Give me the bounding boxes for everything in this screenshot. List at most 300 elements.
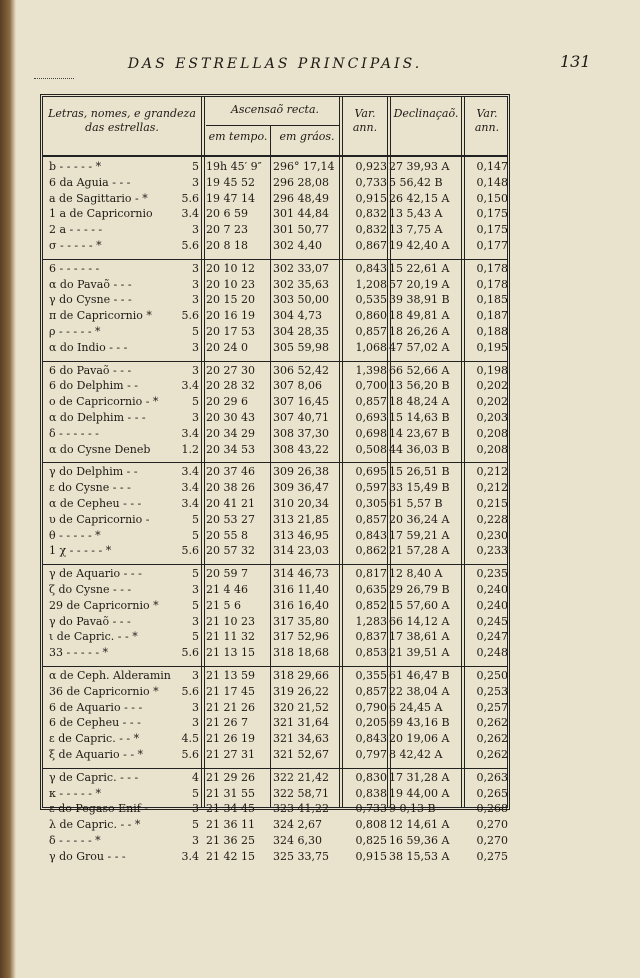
cell-mag: 5 bbox=[192, 598, 199, 612]
cell-var: 1,068 bbox=[355, 340, 387, 354]
cell-var2: 0,202 bbox=[476, 379, 508, 393]
cell-mag: 5.6 bbox=[181, 239, 199, 252]
table-row bbox=[43, 497, 507, 511]
cell-mag: 3 bbox=[192, 340, 199, 354]
cell-dec: 17 38,61 A bbox=[389, 630, 450, 644]
cell-mag: 3 bbox=[192, 669, 199, 682]
table-row bbox=[43, 834, 507, 848]
cell-deg: 313 21,85 bbox=[273, 512, 329, 526]
table-row bbox=[43, 732, 507, 746]
cell-time: 20 6 59 bbox=[206, 207, 248, 221]
cell-deg: 320 21,52 bbox=[273, 700, 329, 714]
cell-time: 20 16 19 bbox=[206, 309, 255, 323]
cell-name: 6 de Aquario - - - bbox=[49, 700, 143, 714]
table-row bbox=[43, 223, 507, 237]
cell-var: 0,852 bbox=[355, 598, 387, 612]
page-number: 131 bbox=[560, 52, 591, 71]
cell-var2: 0,188 bbox=[476, 324, 508, 338]
cell-name: κ - - - - - * bbox=[49, 786, 101, 800]
cell-name: γ do Delphim - - bbox=[49, 465, 138, 479]
cell-deg: 325 33,75 bbox=[273, 849, 329, 863]
cell-time: 20 34 29 bbox=[206, 426, 255, 440]
cell-time: 20 29 6 bbox=[206, 395, 248, 409]
cell-name: ρ - - - - - * bbox=[49, 324, 101, 338]
cell-var2: 0,235 bbox=[476, 567, 508, 581]
cell-name: δ - - - - - * bbox=[49, 833, 101, 847]
cell-mag: 1.2 bbox=[181, 442, 199, 456]
table-row bbox=[43, 850, 507, 864]
cell-dec: 15 14,63 B bbox=[389, 410, 450, 424]
table-row bbox=[43, 669, 507, 683]
cell-mag: 3 bbox=[192, 700, 199, 714]
cell-name: 6 de Cepheu - - - bbox=[49, 716, 141, 730]
cell-dec: 6 24,45 A bbox=[389, 700, 443, 714]
cell-var2: 0,268 bbox=[476, 802, 508, 816]
cell-var: 0,853 bbox=[355, 646, 387, 660]
cell-name: ε do Pegaso Enif - bbox=[49, 802, 149, 816]
cell-var2: 0,240 bbox=[476, 598, 508, 612]
cell-dec: 15 26,51 B bbox=[389, 465, 450, 479]
cell-time: 21 36 25 bbox=[206, 833, 255, 847]
cell-var2: 0,198 bbox=[476, 363, 508, 377]
cell-var2: 0,175 bbox=[476, 223, 508, 237]
cell-deg: 321 31,64 bbox=[273, 716, 329, 730]
cell-var2: 0,202 bbox=[476, 395, 508, 409]
cell-dec: 15 22,61 A bbox=[389, 261, 450, 275]
cell-deg: 316 16,40 bbox=[273, 598, 329, 612]
cell-name: α de Ceph. Alderamin bbox=[49, 669, 171, 682]
cell-mag: 3.4 bbox=[181, 379, 199, 393]
cell-time: 21 21 26 bbox=[206, 700, 255, 714]
cell-var2: 0,208 bbox=[476, 426, 508, 440]
cell-mag: 3.4 bbox=[181, 496, 199, 510]
cell-dec: 14 23,67 B bbox=[389, 426, 450, 440]
cell-deg: 313 46,95 bbox=[273, 528, 329, 542]
table-header bbox=[43, 97, 507, 157]
cell-mag: 3 bbox=[192, 802, 199, 816]
cell-deg: 304 4,73 bbox=[273, 309, 322, 323]
cell-deg: 314 46,73 bbox=[273, 567, 329, 581]
table-row bbox=[43, 341, 507, 355]
cell-var2: 0,270 bbox=[476, 818, 508, 832]
cell-time: 21 42 15 bbox=[206, 849, 255, 863]
cell-deg: 296 48,49 bbox=[273, 191, 329, 205]
cell-mag: 4.5 bbox=[181, 732, 199, 746]
table-row bbox=[43, 239, 507, 253]
cell-name: θ - - - - - * bbox=[49, 528, 101, 542]
cell-time: 21 29 26 bbox=[206, 770, 255, 784]
cell-var2: 0,257 bbox=[476, 700, 508, 714]
cell-mag: 5.6 bbox=[181, 748, 199, 761]
cell-name: γ do Pavaõ - - - bbox=[49, 614, 131, 628]
cell-mag: 5.6 bbox=[181, 646, 199, 660]
header-var-ann-2: Var. ann. bbox=[474, 107, 500, 134]
pencil-mark bbox=[34, 78, 74, 81]
cell-var: 0,355 bbox=[355, 669, 387, 682]
cell-var: 0,832 bbox=[355, 223, 387, 237]
cell-time: 20 10 12 bbox=[206, 261, 255, 275]
cell-var: 0,508 bbox=[355, 442, 387, 456]
cell-var: 0,838 bbox=[355, 786, 387, 800]
cell-name: ξ de Aquario - - * bbox=[49, 748, 144, 761]
cell-dec: 9 0,13 B bbox=[389, 802, 436, 816]
cell-name: λ de Capric. - - * bbox=[49, 818, 141, 832]
table-row bbox=[43, 293, 507, 307]
cell-time: 20 8 18 bbox=[206, 239, 248, 252]
cell-time: 20 59 7 bbox=[206, 567, 248, 581]
cell-name: α do Pavaõ - - - bbox=[49, 277, 132, 291]
cell-var: 0,305 bbox=[355, 496, 387, 510]
table-row bbox=[43, 160, 507, 174]
cell-time: 20 38 26 bbox=[206, 481, 255, 495]
cell-deg: 317 35,80 bbox=[273, 614, 329, 628]
table-row bbox=[43, 583, 507, 597]
cell-var2: 0,248 bbox=[476, 646, 508, 660]
cell-var: 0,205 bbox=[355, 716, 387, 730]
cell-mag: 3.4 bbox=[181, 481, 199, 495]
cell-var: 0,837 bbox=[355, 630, 387, 644]
cell-name: γ de Capric. - - - bbox=[49, 770, 139, 784]
cell-deg: 302 35,63 bbox=[273, 277, 329, 291]
cell-var: 0,857 bbox=[355, 512, 387, 526]
cell-time: 20 10 23 bbox=[206, 277, 255, 291]
cell-name: 1 χ - - - - - * bbox=[49, 544, 112, 558]
cell-dec: 33 15,49 B bbox=[389, 481, 450, 495]
cell-dec: 20 19,06 A bbox=[389, 732, 450, 746]
table-row bbox=[43, 529, 507, 543]
cell-time: 20 34 53 bbox=[206, 442, 255, 456]
cell-deg: 310 20,34 bbox=[273, 496, 329, 510]
cell-mag: 3 bbox=[192, 175, 199, 189]
table-row bbox=[43, 207, 507, 221]
cell-time: 20 30 43 bbox=[206, 410, 255, 424]
cell-time: 20 27 30 bbox=[206, 363, 255, 377]
cell-time: 21 5 6 bbox=[206, 598, 241, 612]
cell-name: 33 - - - - - * bbox=[49, 646, 109, 660]
cell-deg: 308 43,22 bbox=[273, 442, 329, 456]
cell-time: 20 28 32 bbox=[206, 379, 255, 393]
cell-deg: 309 26,38 bbox=[273, 465, 329, 479]
cell-name: ε de Capric. - - * bbox=[49, 732, 140, 746]
cell-var: 0,915 bbox=[355, 191, 387, 205]
cell-var2: 0,262 bbox=[476, 732, 508, 746]
cell-var: 0,597 bbox=[355, 481, 387, 495]
cell-mag: 3.4 bbox=[181, 849, 199, 863]
cell-dec: 13 56,20 B bbox=[389, 379, 450, 393]
cell-var2: 0,240 bbox=[476, 582, 508, 596]
cell-dec: 15 57,60 A bbox=[389, 598, 450, 612]
cell-dec: 21 57,28 A bbox=[389, 544, 450, 558]
table-row bbox=[43, 818, 507, 832]
cell-var2: 0,228 bbox=[476, 512, 508, 526]
cell-mag: 3 bbox=[192, 582, 199, 596]
table-row bbox=[43, 802, 507, 816]
cell-deg: 319 26,22 bbox=[273, 684, 329, 698]
cell-dec: 17 59,21 A bbox=[389, 528, 450, 542]
cell-dec: 19 42,40 A bbox=[389, 239, 450, 252]
cell-dec: 47 57,02 A bbox=[389, 340, 450, 354]
cell-time: 21 31 55 bbox=[206, 786, 255, 800]
cell-time: 21 36 11 bbox=[206, 818, 255, 832]
cell-var: 0,733 bbox=[355, 175, 387, 189]
cell-var: 0,695 bbox=[355, 465, 387, 479]
table-group bbox=[43, 768, 507, 870]
cell-name: 6 do Delphim - - bbox=[49, 379, 139, 393]
cell-deg: 321 34,63 bbox=[273, 732, 329, 746]
table-row bbox=[43, 427, 507, 441]
table-row bbox=[43, 787, 507, 801]
cell-var2: 0,148 bbox=[476, 175, 508, 189]
table-row bbox=[43, 544, 507, 558]
cell-mag: 3 bbox=[192, 223, 199, 237]
cell-time: 21 13 15 bbox=[206, 646, 255, 660]
cell-var2: 0,178 bbox=[476, 277, 508, 291]
cell-dec: 57 20,19 A bbox=[389, 277, 450, 291]
cell-time: 21 34 45 bbox=[206, 802, 255, 816]
cell-var: 1,398 bbox=[355, 363, 387, 377]
cell-dec: 13 7,75 A bbox=[389, 223, 443, 237]
cell-time: 21 4 46 bbox=[206, 582, 248, 596]
cell-name: ι de Capric. - - * bbox=[49, 630, 138, 644]
cell-var: 0,843 bbox=[355, 732, 387, 746]
header-ra-deg: em gráos. bbox=[279, 130, 335, 143]
cell-var2: 0,187 bbox=[476, 309, 508, 323]
cell-mag: 5 bbox=[192, 395, 199, 409]
cell-mag: 5.6 bbox=[181, 544, 199, 558]
star-table bbox=[40, 94, 510, 863]
cell-time: 19 45 52 bbox=[206, 175, 255, 189]
table-row bbox=[43, 615, 507, 629]
cell-mag: 5 bbox=[192, 786, 199, 800]
header-declination: Declinaçaõ. bbox=[393, 107, 459, 120]
cell-name: 1 a de Capricornio bbox=[49, 207, 153, 221]
cell-name: 2 a - - - - - bbox=[49, 223, 103, 237]
cell-var2: 0,215 bbox=[476, 496, 508, 510]
table-row bbox=[43, 443, 507, 457]
cell-dec: 39 38,91 B bbox=[389, 293, 450, 307]
running-header: DAS ESTRELLAS PRINCIPAIS. bbox=[127, 56, 423, 72]
cell-mag: 5.6 bbox=[181, 191, 199, 205]
cell-mag: 4 bbox=[192, 770, 199, 784]
cell-deg: 322 21,42 bbox=[273, 770, 329, 784]
table-row bbox=[43, 379, 507, 393]
cell-name: α de Cepheu - - - bbox=[49, 496, 142, 510]
cell-dec: 19 44,00 A bbox=[389, 786, 450, 800]
cell-var: 0,808 bbox=[355, 818, 387, 832]
table-row bbox=[43, 309, 507, 323]
cell-var: 0,535 bbox=[355, 293, 387, 307]
cell-var2: 0,275 bbox=[476, 849, 508, 863]
cell-var: 0,862 bbox=[355, 544, 387, 558]
table-row bbox=[43, 716, 507, 730]
header-divider bbox=[206, 125, 340, 126]
cell-name: ζ do Cysne - - - bbox=[49, 582, 132, 596]
table-row bbox=[43, 599, 507, 613]
cell-mag: 3 bbox=[192, 261, 199, 275]
cell-name: α do Cysne Deneb bbox=[49, 442, 151, 456]
cell-var2: 0,253 bbox=[476, 684, 508, 698]
cell-var: 0,700 bbox=[355, 379, 387, 393]
cell-name: γ do Cysne - - - bbox=[49, 293, 132, 307]
cell-deg: 324 2,67 bbox=[273, 818, 322, 832]
cell-time: 19 47 14 bbox=[206, 191, 255, 205]
cell-var2: 0,230 bbox=[476, 528, 508, 542]
cell-deg: 296 28,08 bbox=[273, 175, 329, 189]
cell-time: 21 17 45 bbox=[206, 684, 255, 698]
table-group bbox=[43, 259, 507, 362]
cell-deg: 301 50,77 bbox=[273, 223, 329, 237]
table-row bbox=[43, 630, 507, 644]
cell-var: 0,817 bbox=[355, 567, 387, 581]
cell-dec: 18 49,81 A bbox=[389, 309, 450, 323]
cell-dec: 66 52,66 A bbox=[389, 363, 450, 377]
cell-dec: 61 5,57 B bbox=[389, 496, 443, 510]
cell-var: 0,635 bbox=[355, 582, 387, 596]
cell-dec: 27 39,93 A bbox=[389, 160, 450, 173]
cell-mag: 5 bbox=[192, 160, 199, 173]
cell-mag: 3 bbox=[192, 277, 199, 291]
cell-var: 0,698 bbox=[355, 426, 387, 440]
cell-var: 0,857 bbox=[355, 395, 387, 409]
cell-mag: 3.4 bbox=[181, 465, 199, 479]
cell-deg: 318 18,68 bbox=[273, 646, 329, 660]
cell-dec: 18 48,24 A bbox=[389, 395, 450, 409]
cell-var: 0,797 bbox=[355, 748, 387, 761]
table-row bbox=[43, 513, 507, 527]
cell-dec: 20 36,24 A bbox=[389, 512, 450, 526]
cell-name: 6 da Aguia - - - bbox=[49, 175, 131, 189]
table-row bbox=[43, 325, 507, 339]
book-gutter bbox=[0, 0, 16, 978]
cell-var2: 0,262 bbox=[476, 748, 508, 761]
cell-var: 1,283 bbox=[355, 614, 387, 628]
cell-mag: 3.4 bbox=[181, 207, 199, 221]
cell-var2: 0,175 bbox=[476, 207, 508, 221]
cell-mag: 3 bbox=[192, 363, 199, 377]
cell-deg: 308 37,30 bbox=[273, 426, 329, 440]
cell-var: 0,693 bbox=[355, 410, 387, 424]
cell-dec: 12 8,40 A bbox=[389, 567, 443, 581]
cell-dec: 66 14,12 A bbox=[389, 614, 450, 628]
cell-deg: 316 11,40 bbox=[273, 582, 329, 596]
cell-var2: 0,265 bbox=[476, 786, 508, 800]
cell-deg: 305 59,98 bbox=[273, 340, 329, 354]
cell-deg: 304 28,35 bbox=[273, 324, 329, 338]
cell-mag: 3 bbox=[192, 716, 199, 730]
cell-name: δ - - - - - - bbox=[49, 426, 99, 440]
cell-name: 29 de Capricornio * bbox=[49, 598, 159, 612]
cell-mag: 3.4 bbox=[181, 426, 199, 440]
table-row bbox=[43, 192, 507, 206]
cell-time: 21 11 32 bbox=[206, 630, 255, 644]
cell-var: 0,867 bbox=[355, 239, 387, 252]
cell-var2: 0,212 bbox=[476, 481, 508, 495]
cell-dec: 8 42,42 A bbox=[389, 748, 443, 761]
header-names: Letras, nomes, e grandeza das estrellas. bbox=[48, 107, 196, 134]
cell-deg: 306 52,42 bbox=[273, 363, 329, 377]
cell-var2: 0,212 bbox=[476, 465, 508, 479]
cell-time: 20 15 20 bbox=[206, 293, 255, 307]
cell-var2: 0,262 bbox=[476, 716, 508, 730]
cell-time: 20 55 8 bbox=[206, 528, 248, 542]
cell-var2: 0,195 bbox=[476, 340, 508, 354]
table-row bbox=[43, 481, 507, 495]
cell-var: 0,843 bbox=[355, 261, 387, 275]
table-row bbox=[43, 411, 507, 425]
cell-name: ο de Capricornio - * bbox=[49, 395, 159, 409]
cell-var2: 0,233 bbox=[476, 544, 508, 558]
cell-deg: 314 23,03 bbox=[273, 544, 329, 558]
cell-var: 0,857 bbox=[355, 684, 387, 698]
table-row bbox=[43, 771, 507, 785]
cell-time: 19h 45′ 9″ bbox=[206, 160, 262, 173]
cell-var: 0,790 bbox=[355, 700, 387, 714]
cell-deg: 321 52,67 bbox=[273, 748, 329, 761]
cell-deg: 307 40,71 bbox=[273, 410, 329, 424]
cell-mag: 5 bbox=[192, 324, 199, 338]
cell-deg: 296° 17,14 bbox=[273, 160, 335, 173]
header-ra-time: em tempo. bbox=[208, 130, 268, 143]
table-group bbox=[43, 157, 507, 260]
cell-var2: 0,263 bbox=[476, 770, 508, 784]
table-row bbox=[43, 748, 507, 762]
cell-time: 20 37 46 bbox=[206, 465, 255, 479]
cell-time: 20 53 27 bbox=[206, 512, 255, 526]
cell-mag: 5.6 bbox=[181, 684, 199, 698]
table-group bbox=[43, 361, 507, 464]
cell-mag: 3 bbox=[192, 833, 199, 847]
cell-deg: 302 4,40 bbox=[273, 239, 322, 252]
cell-deg: 324 6,30 bbox=[273, 833, 322, 847]
cell-name: σ - - - - - * bbox=[49, 239, 102, 252]
table-row bbox=[43, 262, 507, 276]
cell-mag: 5 bbox=[192, 818, 199, 832]
cell-name: γ do Grou - - - bbox=[49, 849, 126, 863]
cell-name: ε do Cysne - - - bbox=[49, 481, 131, 495]
cell-name: 36 de Capricornio * bbox=[49, 684, 159, 698]
cell-dec: 16 59,36 A bbox=[389, 833, 450, 847]
table-group bbox=[43, 666, 507, 769]
cell-name: 6 do Pavaõ - - - bbox=[49, 363, 132, 377]
cell-deg: 307 16,45 bbox=[273, 395, 329, 409]
cell-time: 20 41 21 bbox=[206, 496, 255, 510]
table-row bbox=[43, 646, 507, 660]
table-row bbox=[43, 395, 507, 409]
cell-var: 0,923 bbox=[355, 160, 387, 173]
cell-dec: 21 39,51 A bbox=[389, 646, 450, 660]
cell-dec: 44 36,03 B bbox=[389, 442, 450, 456]
cell-var: 1,208 bbox=[355, 277, 387, 291]
cell-deg: 318 29,66 bbox=[273, 669, 329, 682]
cell-deg: 317 52,96 bbox=[273, 630, 329, 644]
cell-name: a de Sagittario - * bbox=[49, 191, 148, 205]
cell-time: 20 17 53 bbox=[206, 324, 255, 338]
cell-var: 0,832 bbox=[355, 207, 387, 221]
cell-var2: 0,185 bbox=[476, 293, 508, 307]
cell-var2: 0,270 bbox=[476, 833, 508, 847]
header-ra: Ascensaõ recta. bbox=[230, 103, 320, 116]
cell-deg: 323 41,22 bbox=[273, 802, 329, 816]
cell-dec: 38 15,53 A bbox=[389, 849, 450, 863]
cell-var: 0,860 bbox=[355, 309, 387, 323]
cell-deg: 322 58,71 bbox=[273, 786, 329, 800]
cell-deg: 302 33,07 bbox=[273, 261, 329, 275]
cell-var2: 0,177 bbox=[476, 239, 508, 252]
table-row bbox=[43, 278, 507, 292]
cell-dec: 26 42,15 A bbox=[389, 191, 450, 205]
cell-deg: 309 36,47 bbox=[273, 481, 329, 495]
cell-var: 0,915 bbox=[355, 849, 387, 863]
